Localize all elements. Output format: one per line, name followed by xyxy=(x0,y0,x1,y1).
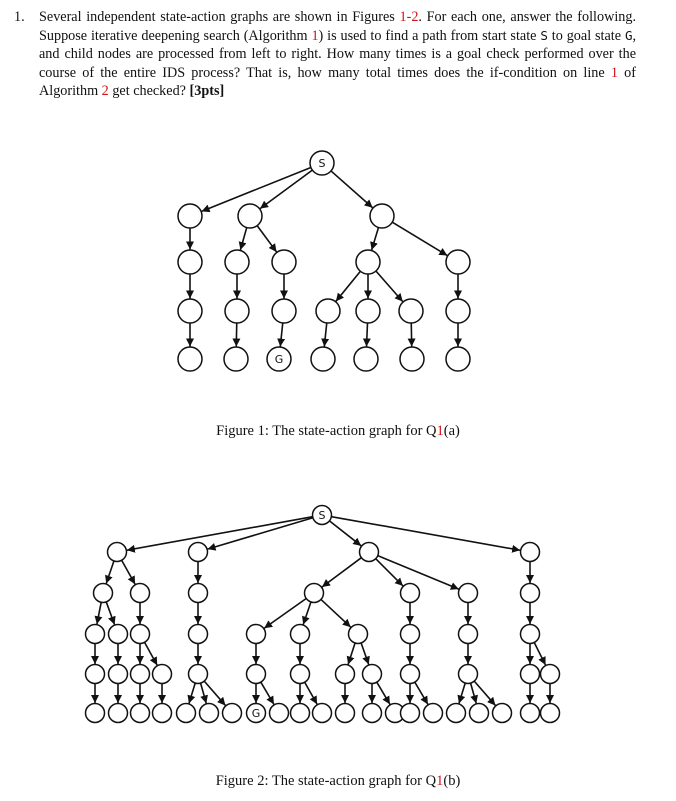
graph-node xyxy=(370,204,394,228)
question-text-part: . For each one, answer the following. Suppose iterative deepening search (Algorithm xyxy=(39,9,636,44)
graph-node xyxy=(447,704,466,723)
figure-1-graph xyxy=(0,145,676,385)
graph-node xyxy=(189,543,208,562)
graph-edge xyxy=(260,170,312,208)
graph-edge xyxy=(331,171,373,208)
graph-node xyxy=(131,704,150,723)
graph-node xyxy=(238,204,262,228)
graph-edge xyxy=(145,642,158,665)
question-number: 1. xyxy=(14,9,25,25)
graph-node xyxy=(459,665,478,684)
graph-node xyxy=(109,665,128,684)
caption-text: (a) xyxy=(443,423,460,439)
graph-node xyxy=(459,625,478,644)
graph-node xyxy=(313,704,332,723)
graph-node xyxy=(272,250,296,274)
goal-node-label: G xyxy=(274,353,284,366)
graph-node xyxy=(291,665,310,684)
graph-node xyxy=(354,347,378,371)
graph-node xyxy=(521,625,540,644)
graph-node xyxy=(291,625,310,644)
graph-node xyxy=(108,543,127,562)
graph-node xyxy=(399,299,423,323)
graph-node xyxy=(178,250,202,274)
graph-edge xyxy=(201,683,207,703)
graph-node xyxy=(270,704,289,723)
graph-node xyxy=(178,204,202,228)
graph-node xyxy=(247,625,266,644)
figure-1-reference[interactable]: 1 xyxy=(399,9,407,25)
graph-edge xyxy=(474,681,495,705)
graph-node xyxy=(178,299,202,323)
graph-edge xyxy=(348,643,355,664)
graph-edge xyxy=(376,559,403,586)
graph-node xyxy=(336,665,355,684)
graph-edge xyxy=(303,602,311,625)
graph-node xyxy=(86,704,105,723)
start-node-label: S xyxy=(318,509,326,522)
graph-edge xyxy=(336,271,361,301)
graph-node xyxy=(521,543,540,562)
graph-edge xyxy=(97,602,101,624)
graph-node xyxy=(189,665,208,684)
graph-node xyxy=(131,584,150,603)
graph-node xyxy=(189,584,208,603)
graph-node xyxy=(470,704,489,723)
graph-node xyxy=(131,625,150,644)
graph-node xyxy=(224,347,248,371)
graph-node xyxy=(178,347,202,371)
graph-node xyxy=(541,704,560,723)
graph-node xyxy=(153,704,172,723)
graph-node xyxy=(247,665,266,684)
figure-2-graph xyxy=(0,497,676,737)
start-state-symbol: S xyxy=(540,27,548,43)
graph-node xyxy=(521,584,540,603)
graph-node xyxy=(225,299,249,323)
graph-node xyxy=(521,665,540,684)
graph-node xyxy=(349,625,368,644)
question-text-part: of Algorithm xyxy=(39,64,636,100)
graph-node xyxy=(541,665,560,684)
graph-node xyxy=(94,584,113,603)
graph-edge xyxy=(459,683,465,703)
graph-node xyxy=(311,347,335,371)
graph-node xyxy=(356,250,380,274)
figure-2-caption xyxy=(0,773,676,790)
graph-edge xyxy=(471,683,477,703)
q1-reference[interactable]: 1 xyxy=(436,423,444,439)
goal-node-label: G xyxy=(251,707,261,720)
graph-node xyxy=(493,704,512,723)
graph-edge xyxy=(204,681,225,705)
graph-edge xyxy=(106,602,114,625)
graph-node xyxy=(223,704,242,723)
graph-node xyxy=(305,584,324,603)
graph-edge xyxy=(322,558,361,587)
question-text-part: ) is used to find a path from start state xyxy=(318,27,541,44)
graph-node xyxy=(401,704,420,723)
graph-node xyxy=(401,665,420,684)
graph-edge xyxy=(415,682,428,704)
graph-node xyxy=(316,299,340,323)
graph-node xyxy=(131,665,150,684)
reference-dash: - xyxy=(406,9,412,25)
start-node-label: S xyxy=(318,157,326,170)
goal-state-symbol: G xyxy=(624,27,633,43)
caption-text: Figure 2: The state-action graph for Q xyxy=(215,773,437,789)
graph-node xyxy=(153,665,172,684)
graph-node xyxy=(291,704,310,723)
graph-node xyxy=(400,347,424,371)
graph-edge xyxy=(106,561,114,584)
algorithm-1-reference[interactable]: 1 xyxy=(311,27,319,44)
graph-edge xyxy=(361,643,369,665)
question-text-part: , and child nodes are processed from left to right. How many times is a goal check performed over the course of the entire IDS process? That is, how many total times does the if-condition on line xyxy=(39,27,637,81)
graph-node xyxy=(363,665,382,684)
line-1-reference[interactable]: 1 xyxy=(610,64,618,81)
graph-edge xyxy=(122,560,135,584)
q1-reference[interactable]: 1 xyxy=(436,773,444,789)
graph-edge xyxy=(392,222,447,255)
graph-edge xyxy=(189,683,195,703)
question-text xyxy=(14,8,636,101)
graph-edge xyxy=(377,682,390,704)
caption-text: Figure 1: The state-action graph for Q xyxy=(216,423,437,439)
graph-node xyxy=(401,625,420,644)
graph-node xyxy=(336,704,355,723)
figure-1-caption xyxy=(0,423,676,440)
graph-edge xyxy=(324,323,326,347)
graph-edge xyxy=(280,323,282,347)
graph-node xyxy=(356,299,380,323)
graph-node xyxy=(363,704,382,723)
graph-node xyxy=(401,584,420,603)
graph-edge xyxy=(240,228,246,250)
graph-node xyxy=(109,625,128,644)
question-text-part: Several independent state-action graphs are shown in Figures xyxy=(39,9,400,25)
graph-node xyxy=(446,347,470,371)
graph-node xyxy=(446,250,470,274)
graph-edge xyxy=(202,167,311,211)
graph-node xyxy=(109,704,128,723)
graph-node xyxy=(200,704,219,723)
graph-edge xyxy=(376,271,403,302)
graph-node xyxy=(360,543,379,562)
figure-2-reference[interactable]: 2 xyxy=(411,9,419,25)
question-body xyxy=(39,8,636,101)
graph-node xyxy=(177,704,196,723)
graph-node xyxy=(459,584,478,603)
graph-edge xyxy=(329,521,361,546)
graph-node xyxy=(446,299,470,323)
graph-edge xyxy=(321,599,351,627)
graph-edge xyxy=(372,227,379,250)
graph-edge xyxy=(261,682,274,704)
caption-text: (b) xyxy=(443,773,461,789)
graph-node xyxy=(189,625,208,644)
graph-node xyxy=(521,704,540,723)
question-text-part: to goal state xyxy=(547,27,625,44)
question-text-part: get checked? xyxy=(108,83,190,100)
graph-edge xyxy=(534,642,545,665)
graph-node xyxy=(424,704,443,723)
graph-edge xyxy=(367,323,368,347)
algorithm-2-reference[interactable]: 2 xyxy=(101,83,109,100)
points-label: [3pts] xyxy=(189,83,225,100)
graph-edge xyxy=(257,226,276,252)
graph-node xyxy=(272,299,296,323)
graph-edge xyxy=(305,682,317,704)
graph-node xyxy=(86,665,105,684)
graph-node xyxy=(86,625,105,644)
graph-node xyxy=(225,250,249,274)
